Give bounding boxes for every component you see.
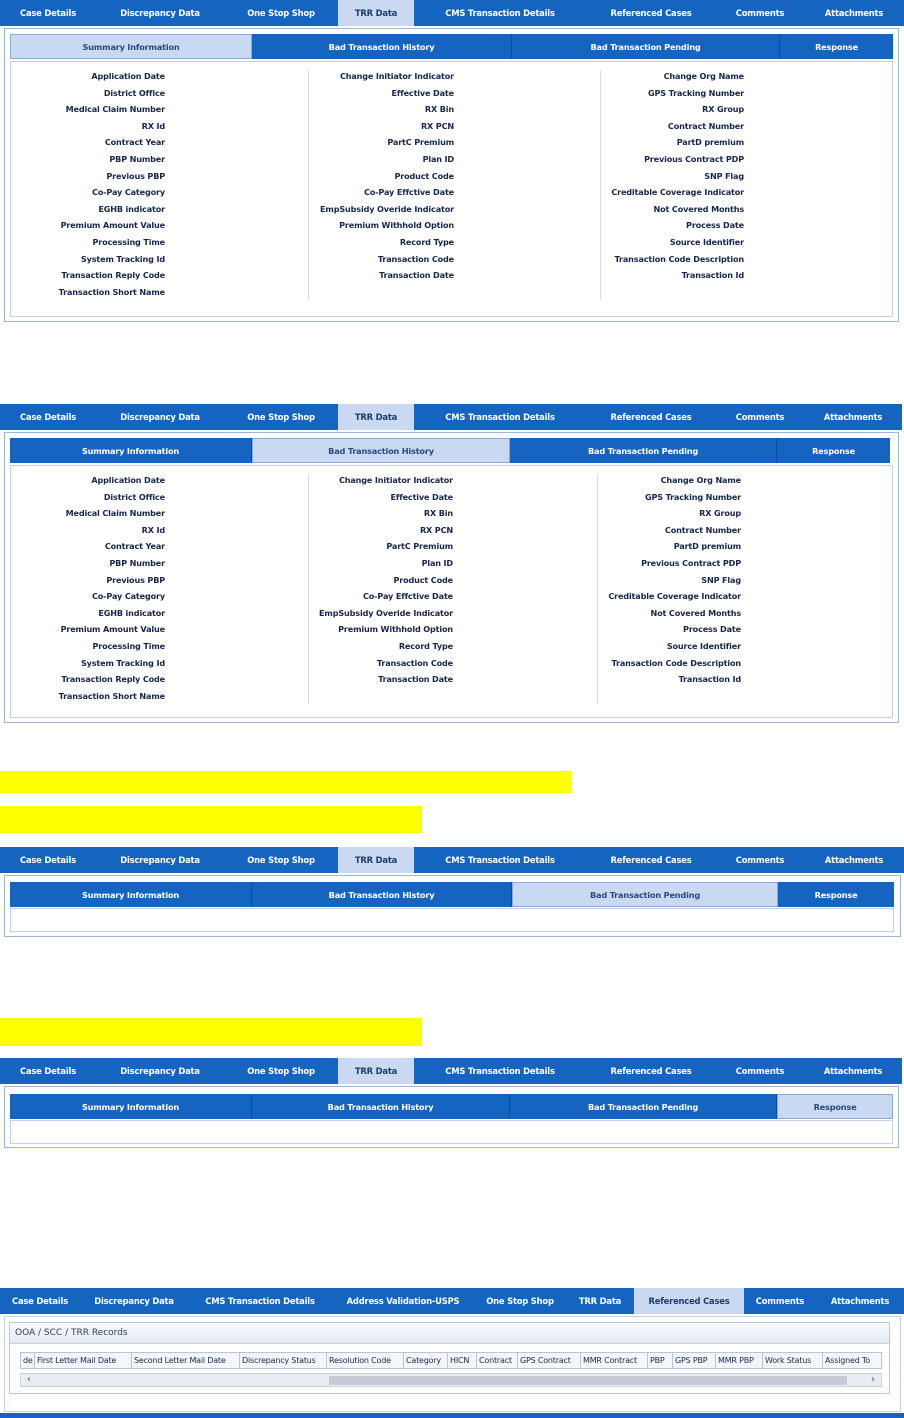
main-tabbar-2 bbox=[0, 404, 902, 430]
tab-case-details[interactable]: Case Details bbox=[20, 1066, 76, 1076]
column-header[interactable]: Resolution Code bbox=[327, 1353, 404, 1368]
tab-case-details[interactable]: Case Details bbox=[12, 1296, 68, 1306]
tab-referenced-cases[interactable]: Referenced Cases bbox=[610, 855, 692, 865]
field-label: Contract Year bbox=[104, 541, 165, 552]
field-label: Product Code bbox=[394, 170, 454, 181]
field-label: Transaction Date bbox=[379, 270, 454, 281]
column-header[interactable]: Contract bbox=[477, 1353, 518, 1368]
field-label: SNP Flag bbox=[704, 170, 744, 181]
field-label: Transaction Id bbox=[681, 270, 744, 281]
field-label: Plan ID bbox=[421, 557, 453, 568]
field-label: RX Group bbox=[702, 104, 744, 115]
records-grid-header bbox=[20, 1352, 882, 1369]
trr-panel-3 bbox=[4, 875, 901, 937]
column-divider bbox=[308, 474, 309, 704]
records-container bbox=[4, 1316, 901, 1412]
field-label: Source Identifier bbox=[666, 640, 741, 651]
trr-panel-2 bbox=[4, 432, 899, 723]
field-label: Not Covered Months bbox=[650, 607, 741, 618]
column-header[interactable]: Discrepancy Status bbox=[240, 1353, 327, 1368]
field-label: Application Date bbox=[91, 475, 165, 485]
field-label: RX PCN bbox=[420, 120, 454, 131]
field-label: EmpSubsidy Overide Indicator bbox=[320, 203, 454, 214]
field-label: Change Org Name bbox=[663, 71, 744, 81]
scroll-left-icon[interactable]: ‹ bbox=[27, 1374, 31, 1385]
field-label: Previous PBP bbox=[106, 574, 165, 585]
field-label: Processing Time bbox=[92, 640, 165, 651]
field-column-3 bbox=[597, 472, 741, 688]
subtab-summary-information[interactable]: Summary Information bbox=[10, 882, 252, 907]
field-label: Processing Time bbox=[92, 236, 165, 247]
field-label: District Office bbox=[103, 87, 165, 98]
field-label: Medical Claim Number bbox=[65, 508, 165, 519]
field-label: Previous Contract PDP bbox=[644, 153, 744, 164]
tab-trr-data[interactable]: TRR Data bbox=[338, 1058, 414, 1084]
field-label: Effective Date bbox=[390, 491, 453, 502]
field-label: RX Bin bbox=[424, 104, 454, 115]
column-header[interactable]: GPS PBP bbox=[673, 1353, 716, 1368]
tab-one-stop-shop[interactable]: One Stop Shop bbox=[247, 8, 315, 18]
field-label: GPS Tracking Number bbox=[647, 87, 744, 98]
tab-referenced-cases[interactable]: Referenced Cases bbox=[610, 412, 692, 422]
field-label: System Tracking Id bbox=[80, 657, 165, 668]
records-panel-header bbox=[10, 1323, 889, 1344]
tab-cms-transaction-details[interactable]: CMS Transaction Details bbox=[205, 1296, 315, 1306]
sub-tabbar-4 bbox=[10, 1094, 893, 1119]
tab-referenced-cases[interactable]: Referenced Cases bbox=[634, 1288, 744, 1314]
yellow-highlight-bar bbox=[0, 1018, 422, 1046]
column-header[interactable]: First Letter Mail Date bbox=[35, 1353, 132, 1368]
subtab-response[interactable]: Response bbox=[815, 41, 858, 52]
tab-discrepancy-data[interactable]: Discrepancy Data bbox=[120, 8, 200, 18]
field-label: RX Id bbox=[141, 120, 165, 131]
field-label: PBP Number bbox=[109, 153, 165, 164]
main-tabbar-5 bbox=[0, 1288, 904, 1314]
tab-attachments[interactable]: Attachments bbox=[824, 8, 884, 18]
tab-comments[interactable]: Comments bbox=[755, 1296, 805, 1306]
tab-attachments[interactable]: Attachments bbox=[830, 1296, 890, 1306]
column-header[interactable]: Work Status bbox=[763, 1353, 823, 1368]
field-label: Source Identifier bbox=[669, 236, 744, 247]
sub-tabbar-2 bbox=[10, 438, 890, 463]
history-content bbox=[10, 465, 893, 718]
field-label: Premium Amount Value bbox=[60, 220, 165, 231]
field-label: PartD premium bbox=[673, 541, 741, 552]
field-label: PartD premium bbox=[676, 137, 744, 148]
field-label: Co-Pay Category bbox=[91, 591, 165, 602]
main-tabbar-1 bbox=[0, 0, 904, 26]
field-label: Record Type bbox=[398, 640, 453, 651]
trr-panel-1 bbox=[4, 28, 899, 322]
tab-discrepancy-data[interactable]: Discrepancy Data bbox=[120, 855, 200, 865]
subtab-response[interactable]: Response bbox=[777, 1094, 893, 1119]
tab-case-details[interactable]: Case Details bbox=[20, 855, 76, 865]
field-label: Transaction Code Description bbox=[614, 253, 744, 264]
yellow-highlight-bar bbox=[0, 771, 571, 793]
response-content bbox=[10, 1120, 893, 1144]
subtab-bad-transaction-pending[interactable]: Bad Transaction Pending bbox=[512, 34, 780, 59]
field-column-1 bbox=[11, 472, 165, 704]
field-label: Not Covered Months bbox=[653, 203, 744, 214]
field-label: Product Code bbox=[393, 574, 453, 585]
field-label: EmpSubsidy Overide Indicator bbox=[319, 607, 453, 618]
field-label: Change Org Name bbox=[660, 475, 741, 485]
field-column-2 bbox=[311, 68, 454, 284]
tab-comments[interactable]: Comments bbox=[735, 412, 785, 422]
trr-panel-4 bbox=[4, 1086, 899, 1148]
field-label: Change Initiator Indicator bbox=[339, 71, 454, 81]
records-panel bbox=[9, 1322, 890, 1394]
field-label: Premium Withhold Option bbox=[339, 220, 454, 231]
field-label: Previous PBP bbox=[106, 170, 165, 181]
field-label: Transaction Code Description bbox=[611, 657, 741, 668]
tab-referenced-cases[interactable]: Referenced Cases bbox=[610, 8, 692, 18]
field-label: Contract Year bbox=[104, 137, 165, 148]
field-label: Medical Claim Number bbox=[65, 104, 165, 115]
tab-discrepancy-data[interactable]: Discrepancy Data bbox=[120, 1066, 200, 1076]
tab-comments[interactable]: Comments bbox=[735, 8, 785, 18]
field-label: Co-Pay Effctive Date bbox=[362, 591, 453, 602]
column-header[interactable]: MMR Contract bbox=[581, 1353, 648, 1368]
field-label: Transaction Code bbox=[377, 253, 454, 264]
horizontal-scrollbar[interactable] bbox=[20, 1373, 882, 1387]
tab-one-stop-shop[interactable]: One Stop Shop bbox=[486, 1296, 554, 1306]
field-label: Process Date bbox=[686, 220, 744, 231]
field-label: RX Id bbox=[141, 524, 165, 535]
field-label: Transaction Code bbox=[376, 657, 453, 668]
summary-content-1 bbox=[10, 61, 893, 317]
tab-cms-transaction-details[interactable]: CMS Transaction Details bbox=[445, 855, 555, 865]
tab-cms-transaction-details[interactable]: CMS Transaction Details bbox=[445, 412, 555, 422]
tab-case-details[interactable]: Case Details bbox=[20, 8, 76, 18]
subtab-bad-transaction-pending[interactable]: Bad Transaction Pending bbox=[512, 882, 778, 907]
field-label: PartC Premium bbox=[387, 137, 454, 148]
field-column-3 bbox=[601, 68, 744, 284]
field-label: Change Initiator Indicator bbox=[338, 475, 453, 485]
subtab-summary-information[interactable]: Summary Information bbox=[10, 1094, 252, 1119]
tab-attachments[interactable]: Attachments bbox=[823, 1066, 883, 1076]
field-label: Creditable Coverage Indicator bbox=[608, 591, 741, 602]
subtab-response[interactable]: Response bbox=[814, 889, 858, 900]
scroll-right-icon[interactable]: › bbox=[871, 1374, 875, 1385]
tab-trr-data[interactable]: TRR Data bbox=[338, 0, 414, 26]
field-label: Application Date bbox=[91, 71, 165, 81]
tab-trr-data[interactable]: TRR Data bbox=[338, 404, 414, 430]
subtab-response[interactable]: Response bbox=[812, 445, 855, 456]
field-label: District Office bbox=[103, 491, 165, 502]
tab-attachments[interactable]: Attachments bbox=[824, 855, 884, 865]
column-header[interactable]: MMR PBP bbox=[716, 1353, 763, 1368]
tab-one-stop-shop[interactable]: One Stop Shop bbox=[247, 412, 315, 422]
subtab-bad-transaction-pending[interactable]: Bad Transaction Pending bbox=[510, 1094, 777, 1119]
column-header[interactable]: GPS Contract bbox=[518, 1353, 581, 1368]
tab-referenced-cases[interactable]: Referenced Cases bbox=[610, 1066, 692, 1076]
tab-attachments[interactable]: Attachments bbox=[823, 412, 883, 422]
main-tabbar-4 bbox=[0, 1058, 902, 1084]
field-label: Effective Date bbox=[391, 87, 454, 98]
tab-one-stop-shop[interactable]: One Stop Shop bbox=[247, 855, 315, 865]
tab-discrepancy-data[interactable]: Discrepancy Data bbox=[120, 412, 200, 422]
tab-trr-data[interactable]: TRR Data bbox=[578, 1296, 622, 1306]
field-label: Transaction Date bbox=[378, 674, 453, 685]
field-label: Process Date bbox=[683, 624, 741, 635]
field-label: Transaction Reply Code bbox=[61, 674, 165, 685]
column-header[interactable]: Assigned To bbox=[825, 1356, 870, 1365]
column-header[interactable]: de bbox=[21, 1353, 35, 1368]
field-label: System Tracking Id bbox=[80, 253, 165, 264]
field-label: GPS Tracking Number bbox=[644, 491, 741, 502]
field-label: Contract Number bbox=[667, 120, 744, 131]
field-label: Creditable Coverage Indicator bbox=[611, 187, 744, 198]
field-label: Contract Number bbox=[664, 524, 741, 535]
field-label: Transaction Short Name bbox=[58, 286, 165, 297]
field-label: RX Group bbox=[699, 508, 741, 519]
field-label: PartC Premium bbox=[386, 541, 453, 552]
tab-address-validation-usps[interactable]: Address Validation-USPS bbox=[346, 1296, 460, 1306]
field-column-1 bbox=[11, 68, 165, 300]
field-column-2 bbox=[311, 472, 453, 688]
subtab-bad-transaction-history[interactable]: Bad Transaction History bbox=[252, 1094, 510, 1119]
scrollbar-thumb[interactable] bbox=[329, 1376, 847, 1385]
tab-trr-data[interactable]: TRR Data bbox=[338, 847, 414, 873]
field-label: Previous Contract PDP bbox=[641, 557, 741, 568]
records-panel-title: OOA / SCC / TRR Records bbox=[15, 1328, 128, 1338]
tab-comments[interactable]: Comments bbox=[735, 1066, 785, 1076]
tab-one-stop-shop[interactable]: One Stop Shop bbox=[247, 1066, 315, 1076]
tab-cms-transaction-details[interactable]: CMS Transaction Details bbox=[445, 8, 555, 18]
field-label: Transaction Id bbox=[678, 674, 741, 685]
field-label: Transaction Reply Code bbox=[61, 270, 165, 281]
field-label: Co-Pay Category bbox=[91, 187, 165, 198]
field-label: Premium Withhold Option bbox=[338, 624, 453, 635]
field-label: EGHB indicator bbox=[98, 203, 165, 214]
sub-tabbar-1 bbox=[10, 34, 893, 59]
tab-discrepancy-data[interactable]: Discrepancy Data bbox=[94, 1296, 174, 1306]
subtab-bad-transaction-history[interactable]: Bad Transaction History bbox=[252, 438, 510, 463]
tab-cms-transaction-details[interactable]: CMS Transaction Details bbox=[445, 1066, 555, 1076]
field-label: Record Type bbox=[399, 236, 454, 247]
column-header[interactable]: Second Letter Mail Date bbox=[132, 1353, 240, 1368]
column-header[interactable]: PBP bbox=[648, 1353, 673, 1368]
field-label: Co-Pay Effctive Date bbox=[363, 187, 454, 198]
main-tabbar-3 bbox=[0, 847, 904, 873]
subtab-bad-transaction-pending[interactable]: Bad Transaction Pending bbox=[510, 438, 777, 463]
subtab-bad-transaction-history[interactable]: Bad Transaction History bbox=[252, 34, 512, 59]
subtab-summary-information[interactable]: Summary Information bbox=[10, 34, 252, 59]
field-label: EGHB indicator bbox=[98, 607, 165, 618]
field-label: SNP Flag bbox=[701, 574, 741, 585]
yellow-highlight-bar bbox=[0, 806, 422, 833]
column-divider bbox=[308, 70, 309, 300]
subtab-bad-transaction-history[interactable]: Bad Transaction History bbox=[252, 882, 512, 907]
field-label: Transaction Short Name bbox=[58, 690, 165, 701]
pending-content bbox=[10, 908, 894, 932]
field-label: RX PCN bbox=[419, 524, 453, 535]
field-label: PBP Number bbox=[109, 557, 165, 568]
tab-comments[interactable]: Comments bbox=[735, 855, 785, 865]
sub-tabbar-3 bbox=[10, 882, 894, 907]
field-label: Premium Amount Value bbox=[60, 624, 165, 635]
column-header[interactable]: HICN bbox=[448, 1353, 477, 1368]
tab-case-details[interactable]: Case Details bbox=[20, 412, 76, 422]
bottom-blue-bar bbox=[0, 1413, 904, 1418]
subtab-summary-information[interactable]: Summary Information bbox=[10, 438, 252, 463]
field-label: Plan ID bbox=[422, 153, 454, 164]
column-header[interactable]: Category bbox=[404, 1353, 448, 1368]
field-label: RX Bin bbox=[423, 508, 453, 519]
